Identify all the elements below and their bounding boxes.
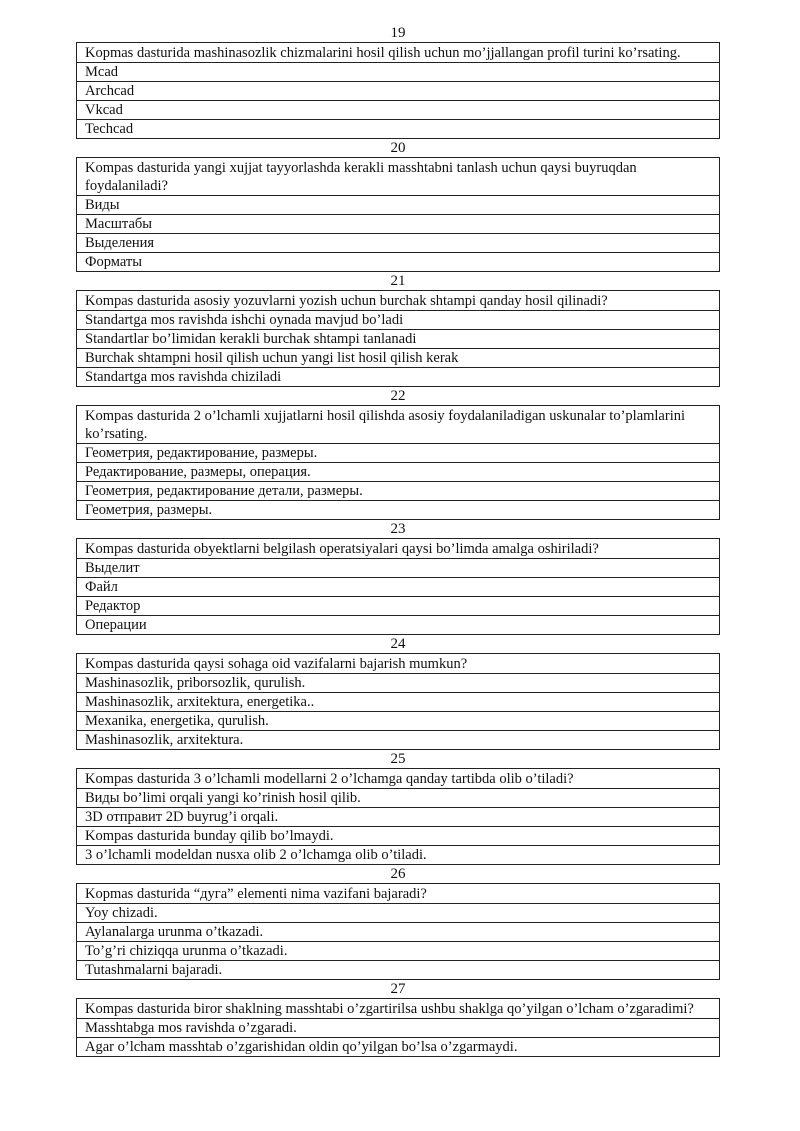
answer-option: Масштабы [77,215,720,234]
answer-row [77,101,720,120]
answer-row [77,1038,720,1057]
answer-option: Выделит [77,559,720,578]
answer-option: Mashinasozlik, priborsozlik, qurulish. [77,674,720,693]
question-table [76,405,720,520]
answer-row [77,234,720,253]
question-number: 26 [390,866,406,882]
question-row [77,769,720,789]
question-block [76,272,720,387]
question-table [76,768,720,865]
question-number: 24 [390,636,406,652]
answer-option: Редактор [77,597,720,616]
question-block [76,635,720,750]
question-table [76,653,720,750]
question-row [77,654,720,674]
answer-row [77,712,720,731]
question-row [77,158,720,196]
question-table [76,157,720,272]
answer-row [77,253,720,272]
answer-row [77,731,720,750]
question-text: Kompas dasturida qaysi sohaga oid vazifalarni bajarish mumkun? [77,654,720,674]
answer-row [77,463,720,482]
question-text: Kompas dasturida biror shaklning masshtabi o’zgartirilsa ushbu shaklga qo’yilgan o’lcham o’zgaradimi? [77,999,720,1019]
question-row [77,406,720,444]
quiz-document [76,24,720,1057]
question-table [76,998,720,1057]
answer-row [77,597,720,616]
answer-option: Standartga mos ravishda ishchi oynada mavjud bo’ladi [77,311,720,330]
answer-option: Yoy chizadi. [77,904,720,923]
answer-option: Геометрия, редактирование, размеры. [77,444,720,463]
answer-option: Виды bo’limi orqali yangi ko’rinish hosil qilib. [77,789,720,808]
answer-option: Виды [77,196,720,215]
question-block [76,865,720,980]
answer-option: Kompas dasturida bunday qilib bo’lmaydi. [77,827,720,846]
answer-option: Techcad [77,120,720,139]
question-text: Kompas dasturida yangi xujjat tayyorlashda kerakli masshtabni tanlash uchun qaysi buyruqdan foydalaniladi? [77,158,720,196]
question-block [76,750,720,865]
question-number: 19 [390,25,406,41]
question-row [77,43,720,63]
answer-option: 3D отправит 2D buyrug’i orqali. [77,808,720,827]
answer-option: To’g’ri chiziqqa urunma o’tkazadi. [77,942,720,961]
question-block [76,139,720,272]
answer-option: Операции [77,616,720,635]
answer-option: Mashinasozlik, arxitektura. [77,731,720,750]
answer-row [77,82,720,101]
answer-row [77,559,720,578]
question-number: 23 [390,521,406,537]
question-row [77,884,720,904]
answer-option: Mexanika, energetika, qurulish. [77,712,720,731]
question-block [76,387,720,520]
question-number: 21 [390,273,406,289]
question-text: Kopmas dasturida mashinasozlik chizmalarini hosil qilish uchun mo’jjallangan profil turini ko’rsating. [77,43,720,63]
question-block [76,520,720,635]
question-text: Kompas dasturida asosiy yozuvlarni yozish uchun burchak shtampi qanday hosil qilinadi? [77,291,720,311]
answer-option: 3 o’lchamli modeldan nusxa olib 2 o’lchamga olib o’tiladi. [77,846,720,865]
question-block [76,980,720,1057]
answer-row [77,1019,720,1038]
answer-option: Файл [77,578,720,597]
answer-option: Mcad [77,63,720,82]
question-number: 27 [390,981,406,997]
answer-option: Vkcad [77,101,720,120]
question-block [76,24,720,139]
answer-row [77,63,720,82]
question-number: 22 [390,388,406,404]
answer-row [77,501,720,520]
answer-row [77,846,720,865]
answer-row [77,444,720,463]
answer-row [77,482,720,501]
answer-option: Aylanalarga urunma o’tkazadi. [77,923,720,942]
question-text: Kompas dasturida 3 o’lchamli modellarni 2 o’lchamga qanday tartibda olib o’tiladi? [77,769,720,789]
answer-option: Выделения [77,234,720,253]
answer-row [77,693,720,712]
answer-row [77,923,720,942]
question-row [77,539,720,559]
answer-row [77,120,720,139]
answer-option: Burchak shtampni hosil qilish uchun yangi list hosil qilish kerak [77,349,720,368]
answer-row [77,674,720,693]
answer-row [77,578,720,597]
answer-row [77,827,720,846]
answer-row [77,616,720,635]
question-row [77,291,720,311]
answer-row [77,311,720,330]
answer-row [77,961,720,980]
answer-row [77,368,720,387]
question-text: Kompas dasturida obyektlarni belgilash operatsiyalari qaysi bo’limda amalga oshiriladi? [77,539,720,559]
answer-option: Archcad [77,82,720,101]
answer-option: Tutashmalarni bajaradi. [77,961,720,980]
answer-row [77,349,720,368]
answer-row [77,789,720,808]
question-table [76,290,720,387]
question-table [76,538,720,635]
answer-row [77,215,720,234]
answer-option: Agar o’lcham masshtab o’zgarishidan oldin qo’yilgan bo’lsa o’zgarmaydi. [77,1038,720,1057]
answer-option: Редактирование, размеры, операция. [77,463,720,482]
question-number: 25 [390,751,406,767]
question-text: Kopmas dasturida “дуга” elementi nima vazifani bajaradi? [77,884,720,904]
answer-row [77,330,720,349]
answer-row [77,808,720,827]
answer-option: Standartlar bo’limidan kerakli burchak shtampi tanlanadi [77,330,720,349]
answer-option: Геометрия, редактирование детали, размеры. [77,482,720,501]
question-table [76,42,720,139]
question-table [76,883,720,980]
answer-row [77,904,720,923]
question-row [77,999,720,1019]
answer-row [77,942,720,961]
question-text: Kompas dasturida 2 o’lchamli xujjatlarni hosil qilishda asosiy foydalaniladigan uskunalar to’plamlarini ko’rsating. [77,406,720,444]
answer-option: Геометрия, размеры. [77,501,720,520]
answer-row [77,196,720,215]
answer-option: Standartga mos ravishda chiziladi [77,368,720,387]
answer-option: Masshtabga mos ravishda o’zgaradi. [77,1019,720,1038]
question-number: 20 [390,140,406,156]
answer-option: Mashinasozlik, arxitektura, energetika.. [77,693,720,712]
answer-option: Форматы [77,253,720,272]
